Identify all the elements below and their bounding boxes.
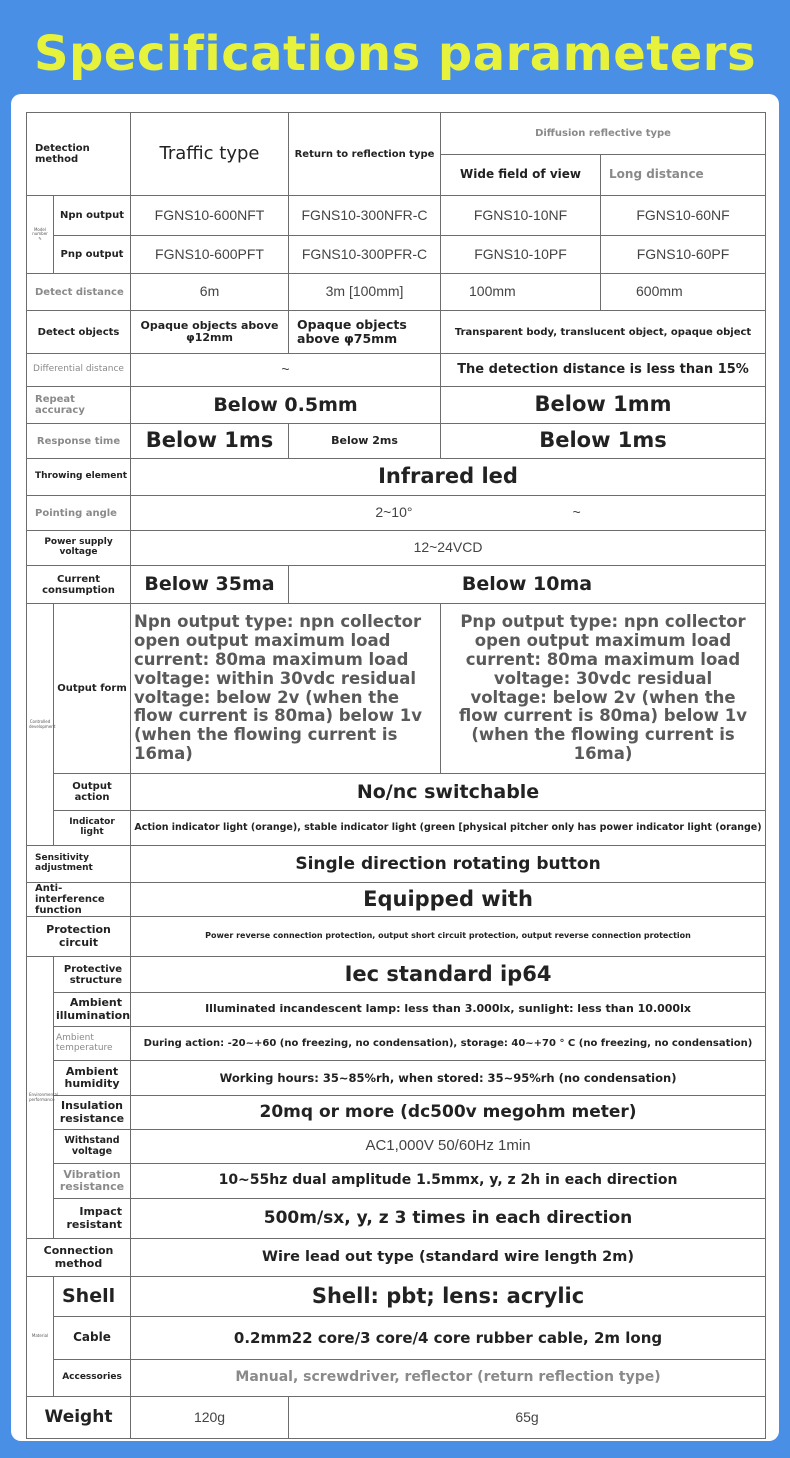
table-row (27, 1061, 766, 1096)
indicator-light-label: Indicator light (54, 811, 131, 846)
detect-objects-diffusion: Transparent body, translucent object, opaque object (441, 311, 766, 354)
differential-right: The detection distance is less than 15% (441, 354, 766, 387)
detect-distance-value: 6m (131, 274, 289, 311)
protection-circuit-label: Protection circuit (27, 917, 131, 957)
table-row (27, 566, 766, 604)
detect-distance-value: 3m [100mm] (289, 274, 441, 311)
table-row (27, 236, 766, 274)
current-consumption-label: Current consumption (27, 566, 131, 604)
pnp-output-form: Pnp output type: npn collector open output maximum load current: 80ma maximum load voltage: 30vdc residual voltage: below 2v (when the flow current is 80ma) below 1v (when the flowing current is 16ma) (441, 604, 766, 774)
table-row (27, 1027, 766, 1061)
table-row (27, 917, 766, 957)
table-row (27, 387, 766, 424)
npn-output-label: Npn output (54, 196, 131, 236)
spec-table (26, 112, 766, 1439)
pnp-model: FGNS10-10PF (441, 236, 601, 274)
table-row (27, 274, 766, 311)
table-row (27, 957, 766, 993)
withstand-voltage-value: AC1,000V 50/60Hz 1min (131, 1130, 766, 1164)
weight-b: 65g (289, 1397, 766, 1439)
power-supply-label: Power supply voltage (27, 531, 131, 566)
table-row (27, 113, 766, 155)
differential-label: Differential distance (27, 354, 131, 387)
table-row (27, 993, 766, 1027)
repeat-accuracy-label: Repeat accuracy (27, 387, 131, 424)
output-action-label: Output action (54, 774, 131, 811)
response-time-label: Response time (27, 424, 131, 459)
table-row (27, 1397, 766, 1439)
ambient-humidity-label: Ambient humidity (54, 1061, 131, 1096)
table-row (27, 424, 766, 459)
table-row (27, 531, 766, 566)
detect-distance-label: Detect distance (27, 274, 131, 311)
table-row (27, 1360, 766, 1397)
environment-group-label: Environmental performance (27, 957, 54, 1239)
power-supply-value: 12~24VCD (131, 531, 766, 566)
table-row (27, 311, 766, 354)
detect-distance-value: 100mm (441, 274, 601, 311)
current-consumption-b: Below 10ma (289, 566, 766, 604)
table-row (27, 811, 766, 846)
throwing-element-value: Infrared led (131, 459, 766, 496)
detect-objects-return: Opaque objects above φ75mm (289, 311, 441, 354)
table-row (27, 604, 766, 774)
connection-method-label: Connection method (27, 1239, 131, 1277)
vibration-label: Vibration resistance (54, 1164, 131, 1199)
ambient-temperature-value: During action: -20~+60 (no freezing, no condensation), storage: 40~+70 ° C (no freezing, no condensation) (131, 1027, 766, 1061)
table-row (27, 846, 766, 883)
output-form-label: Output form (54, 604, 131, 774)
pnp-output-label: Pnp output (54, 236, 131, 274)
table-row (27, 196, 766, 236)
vibration-value: 10~55hz dual amplitude 1.5mmx, y, z 2h in each direction (131, 1164, 766, 1199)
pnp-model: FGNS10-300PFR-C (289, 236, 441, 274)
wide-field-header: Wide field of view (441, 155, 601, 196)
weight-a: 120g (131, 1397, 289, 1439)
table-row (27, 354, 766, 387)
detect-distance-value: 600mm (601, 274, 766, 311)
table-row (27, 459, 766, 496)
table-row (27, 1164, 766, 1199)
ambient-temperature-label: Ambient temperature (54, 1027, 131, 1061)
accessories-value: Manual, screwdriver, reflector (return reflection type) (131, 1360, 766, 1397)
table-row (27, 1199, 766, 1239)
accessories-label: Accessories (54, 1360, 131, 1397)
pnp-model: FGNS10-60PF (601, 236, 766, 274)
pnp-model: FGNS10-600PFT (131, 236, 289, 274)
pointing-angle-value: 2~10° ~ (131, 496, 766, 531)
table-row (27, 496, 766, 531)
model-number-label: Model number ✎ (27, 196, 54, 274)
shell-label: Shell (54, 1277, 131, 1317)
impact-value: 500m/sx, y, z 3 times in each direction (131, 1199, 766, 1239)
npn-model: FGNS10-300NFR-C (289, 196, 441, 236)
current-consumption-a: Below 35ma (131, 566, 289, 604)
anti-interference-label: Anti-interference function (27, 883, 131, 917)
response-time-b: Below 2ms (289, 424, 441, 459)
pointing-angle-label: Pointing angle (27, 496, 131, 531)
response-time-a: Below 1ms (131, 424, 289, 459)
repeat-accuracy-right: Below 1mm (441, 387, 766, 424)
detect-objects-label: Detect objects (27, 311, 131, 354)
output-action-value: No/nc switchable (131, 774, 766, 811)
weight-label: Weight (27, 1397, 131, 1439)
npn-model: FGNS10-60NF (601, 196, 766, 236)
impact-label: Impact resistant (54, 1199, 131, 1239)
page-title: Specifications parameters (33, 26, 757, 82)
detect-objects-traffic: Opaque objects above φ12mm (131, 311, 289, 354)
withstand-voltage-label: Withstand voltage (54, 1130, 131, 1164)
table-row (27, 1277, 766, 1317)
insulation-label: Insulation resistance (54, 1096, 131, 1130)
protective-structure-value: Iec standard ip64 (131, 957, 766, 993)
throwing-element-label: Throwing element (27, 459, 131, 496)
diffusion-header: Diffusion reflective type (441, 113, 766, 155)
table-row (27, 1096, 766, 1130)
npn-model: FGNS10-10NF (441, 196, 601, 236)
sensitivity-label: Sensitivity adjustment (27, 846, 131, 883)
sensitivity-value: Single direction rotating button (131, 846, 766, 883)
table-row (27, 883, 766, 917)
anti-interference-value: Equipped with (131, 883, 766, 917)
cable-value: 0.2mm22 core/3 core/4 core rubber cable, 2m long (131, 1317, 766, 1360)
material-group-label: Material (27, 1277, 54, 1397)
cable-label: Cable (54, 1317, 131, 1360)
npn-output-form: Npn output type: npn collector open output maximum load current: 80ma maximum load voltage: within 30vdc residual voltage: below 2v (when the flow current is 80ma) below 1v (when the flowing current is 16ma) (131, 604, 441, 774)
ambient-illumination-label: Ambient illumination (54, 993, 131, 1027)
ambient-humidity-value: Working hours: 35~85%rh, when stored: 35~95%rh (no condensation) (131, 1061, 766, 1096)
table-row (27, 1130, 766, 1164)
long-distance-header: Long distance (601, 155, 766, 196)
differential-left: ~ (131, 354, 441, 387)
protective-structure-label: Protective structure (54, 957, 131, 993)
protection-circuit-value: Power reverse connection protection, output short circuit protection, output reverse connection protection (131, 917, 766, 957)
table-row (27, 1239, 766, 1277)
insulation-value: 20mq or more (dc500v megohm meter) (131, 1096, 766, 1130)
connection-method-value: Wire lead out type (standard wire length 2m) (131, 1239, 766, 1277)
table-row (27, 1317, 766, 1360)
return-reflection-header: Return to reflection type (289, 113, 441, 196)
detection-method-label: Detection method (27, 113, 131, 196)
indicator-light-value: Action indicator light (orange), stable indicator light (green [physical pitcher only has power indicator light (orange) (131, 811, 766, 846)
repeat-accuracy-left: Below 0.5mm (131, 387, 441, 424)
shell-value: Shell: pbt; lens: acrylic (131, 1277, 766, 1317)
control-group-label: Controlled development (27, 604, 54, 846)
ambient-illumination-value: Illuminated incandescent lamp: less than 3.000lx, sunlight: less than 10.000lx (131, 993, 766, 1027)
table-row (27, 774, 766, 811)
response-time-c: Below 1ms (441, 424, 766, 459)
traffic-type-header: Traffic type (131, 113, 289, 196)
npn-model: FGNS10-600NFT (131, 196, 289, 236)
